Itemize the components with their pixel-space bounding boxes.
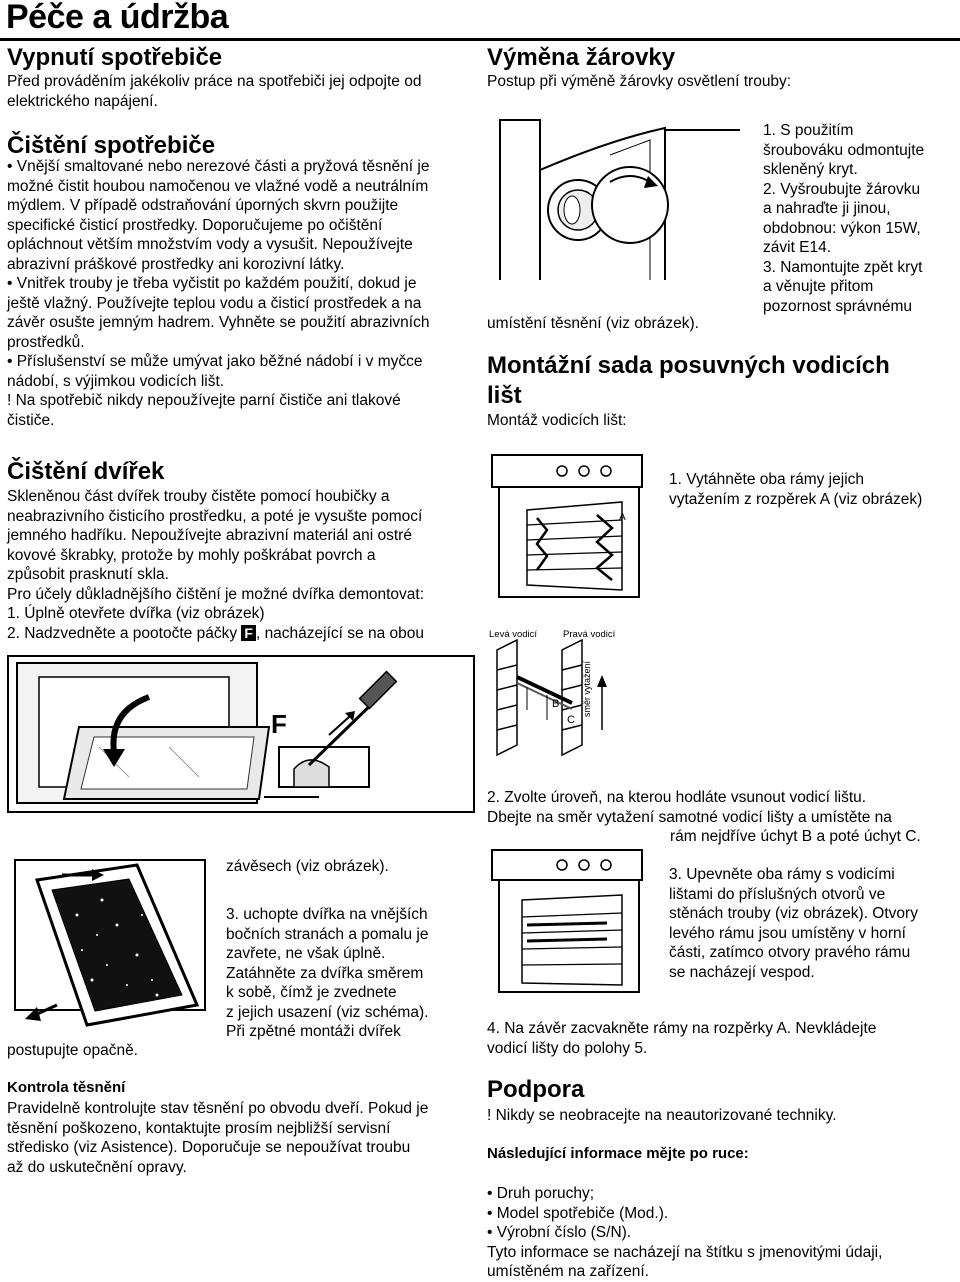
list-item: • Výrobní číslo (S/N). bbox=[487, 1224, 632, 1241]
cleaning-heading: Čištění spotřebiče bbox=[7, 132, 216, 159]
rails-step3-text: 3. Upevněte oba rámy s vodicími lištami do příslušných otvorů ve stěnách trouby (viz obrázek). Otvory levého rámu jsou umístěny v horní části, zatímco otvory pravého rámu se nacházejí vespod. bbox=[669, 866, 918, 981]
seal-heading: Kontrola těsnění bbox=[7, 1079, 126, 1096]
bulb-seal-text: umístění těsnění (viz obrázek). bbox=[487, 315, 699, 332]
seal-text: Pravidelně kontrolujte stav těsnění po obvodu dveří. Pokud je těsnění poškozeno, kontaktujte prosím nejbližší servisní středisko (viz Asistence). Doporučuje se nepoužívat troubu až do uskutečnění opravy. bbox=[7, 1100, 429, 1176]
label-right-rail: Pravá vodicí bbox=[563, 629, 616, 640]
switch-off-heading: Vypnutí spotřebiče bbox=[7, 44, 223, 71]
label-left-rail: Levá vodicí bbox=[489, 629, 538, 640]
label-direction: směr vytažení bbox=[582, 660, 592, 717]
door-text: Skleněnou část dvířek trouby čistěte pomocí houbičky a neabrazivního čisticího prostředku, a poté je vysušte pomocí jemného hadříku. Nepoužívejte abrazivní materiál ani ostré kovové škrabky, protože by mohly poškrábat povrch a způsobit prasknutí skla. Pro účely důkladnějšího čištění je možné dvířka demontovat: 1. Úplně otevřete dvířka (viz obrázek) 2. Nadzvedněte a pootočte páčky F , nacházející se na obou bbox=[7, 488, 425, 642]
rails-oven-figure bbox=[487, 450, 657, 620]
label-b: B bbox=[552, 698, 560, 710]
list-item: • Model spotřebiče (Mod.). bbox=[487, 1204, 669, 1222]
switch-off-text: Před prováděním jakékoliv práce na spotřebiči jej odpojte od elektrického napájení. bbox=[7, 73, 422, 110]
title-rule bbox=[0, 38, 960, 41]
figure-label-a: A bbox=[619, 512, 626, 523]
support-list: • Druh poruchy; • Model spotřebiče (Mod.). • Výrobní číslo (S/N). Tyto informace se nacházejí na štítku s jmenovitými údaji, umístěném na zařízení. bbox=[487, 1184, 957, 1282]
door-step3-text: 3. uchopte dvířka na vnějších bočních stranách a pomalu je zavřete, ne však úplně. Zatáhněte za dvířka směrem k sobě, čímž je zvednete z jejich usazení (viz schéma). Při zpětné montáži dvířek bbox=[226, 906, 429, 1040]
rails-step2-text: 2. Zvolte úroveň, na kterou hodláte vsunout vodicí lištu. Dbejte na směr vytažení samotné vodicí lišty a umístěte na rám nejdříve úchyt B a poté úchyt C. bbox=[487, 789, 921, 845]
door-heading: Čištění dvířek bbox=[7, 458, 165, 485]
rails-intro: Montáž vodicích lišt: bbox=[487, 412, 627, 429]
support-info-heading: Následující informace mějte po ruce: bbox=[487, 1145, 749, 1162]
bulb-figure bbox=[490, 110, 760, 310]
rails-step1-text: 1. Vytáhněte oba rámy jejich vytažením z rozpěrek A (viz obrázek) bbox=[669, 471, 923, 508]
figure-label-f: F bbox=[271, 709, 287, 739]
cleaning-text: • Vnější smaltované nebo nerezové části a pryžová těsnění je možné čistit houbou namočenou ve vlažné vodě a neutrálním mýdlem. V případě odstraňování úporných skvrn použijte specifické čisticí prostředky. Doporučujeme po očištění opláchnout větším množstvím vody a vysušit. Nepoužívejte abrazivní práškové prostředky ani korozivní látky. • Vnitřek trouby je třeba vyčistit po každém použití, dokud je ještě vlažný. Používejte teplou vodu a čisticí prostředek a na závěr osušte jemným hadrem. Vyhněte se použití abrazivních prostředků. • Příslušenství se může umývat jako běžné nádobí i v myčce nádobí, s výjimkou vodicích lišt. ! Na spotřebič nikdy nepoužívejte parní čističe ani tlakové čističe. bbox=[7, 158, 430, 429]
door-removal-figure bbox=[7, 855, 219, 1035]
bulb-steps: 1. S použitím šroubováku odmontujte skleněný kryt. 2. Vyšroubujte žárovku a nahraďte ji jinou, obdobnou: výkon 15W, závit E14. 3. Namontujte zpět kryt a věnujte přitom pozornost správnému bbox=[763, 122, 925, 315]
door-lever-figure bbox=[7, 655, 475, 813]
support-heading: Podpora bbox=[487, 1076, 585, 1103]
rails-mounted-figure bbox=[487, 845, 655, 1000]
bulb-intro: Postup při výměně žárovky osvětlení trouby: bbox=[487, 73, 792, 90]
bulb-heading: Výměna žárovky bbox=[487, 44, 676, 71]
door-reverse-text: postupujte opačně. bbox=[7, 1042, 138, 1059]
rails-heading: Montážní sada posuvných vodicích lišt bbox=[487, 352, 890, 409]
rails-figure bbox=[487, 625, 637, 765]
page-title: Péče a údržba bbox=[6, 0, 229, 36]
label-c: C bbox=[567, 714, 575, 726]
rails-step4-text: 4. Na závěr zacvakněte rámy na rozpěrky A. Nevkládejte vodicí lišty do polohy 5. bbox=[487, 1020, 877, 1057]
list-item: • Druh poruchy; bbox=[487, 1185, 595, 1202]
lever-f-icon: F bbox=[241, 625, 256, 641]
hinges-text: závěsech (viz obrázek). bbox=[226, 858, 389, 875]
support-warning: ! Nikdy se neobracejte na neautorizované techniky. bbox=[487, 1107, 837, 1124]
